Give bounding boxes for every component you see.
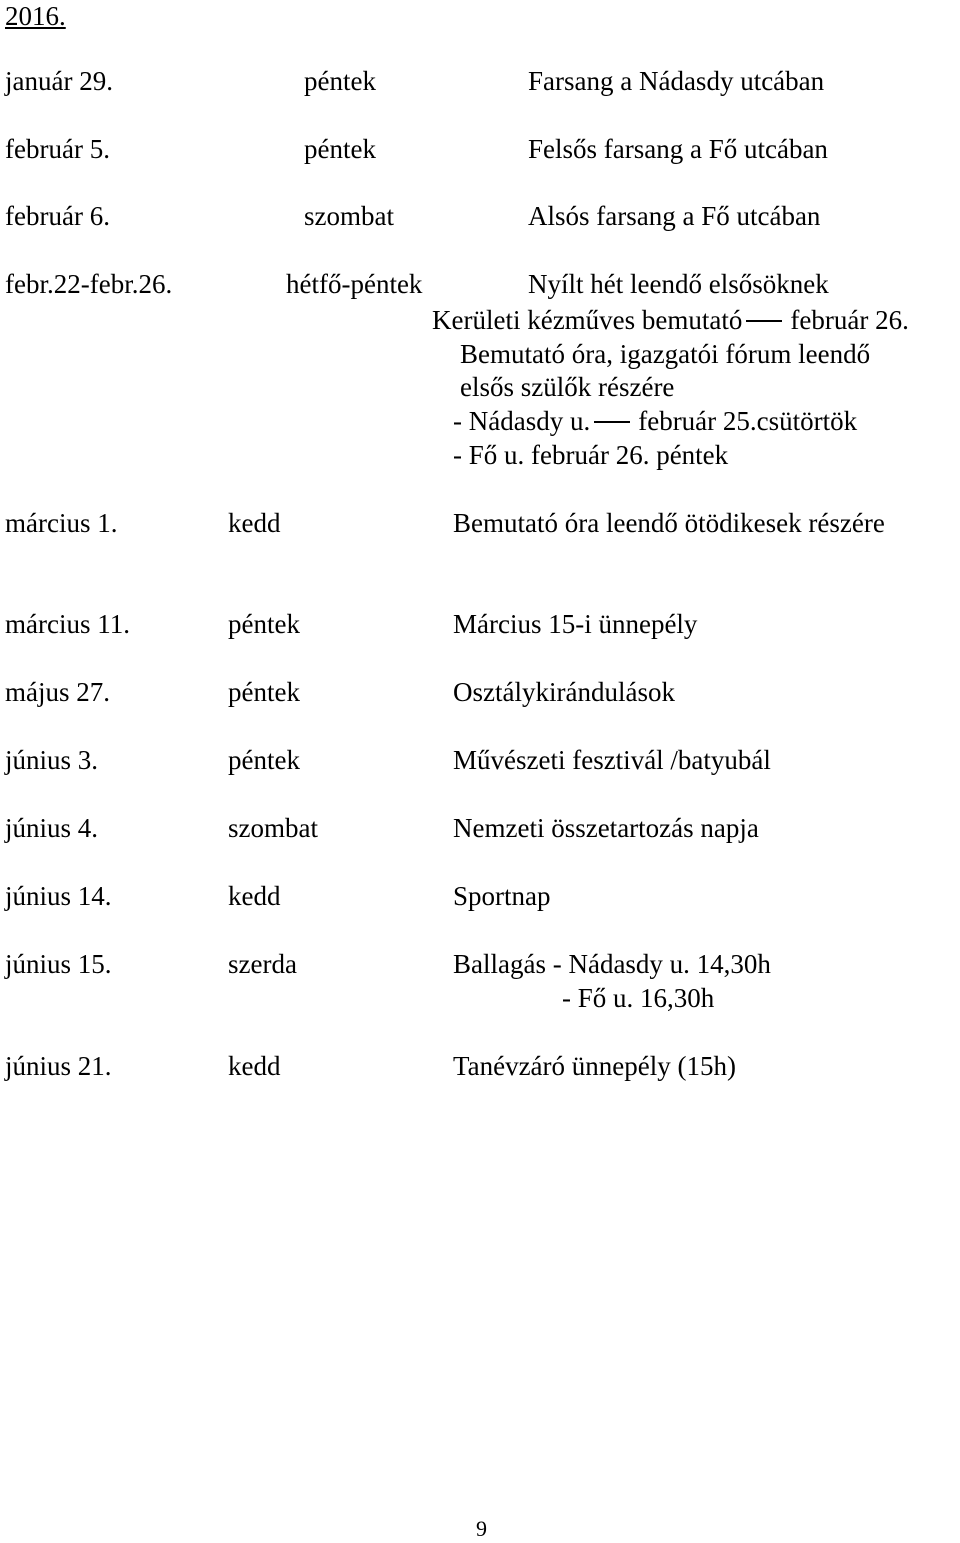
row-day: péntek	[228, 745, 300, 775]
year-heading: 2016.	[5, 1, 66, 31]
row-date: február 5.	[5, 134, 110, 164]
dash-separator	[594, 421, 630, 423]
open-week-detail-date: február 26.	[790, 305, 909, 335]
row-date: május 27.	[5, 677, 110, 707]
row-day: szombat	[304, 201, 394, 231]
row-event: Farsang a Nádasdy utcában	[528, 66, 825, 96]
row-event: Ballagás - Nádasdy u. 14,30h	[453, 949, 771, 979]
row-day: kedd	[228, 881, 281, 911]
row-event: Művészeti fesztivál /batyubál	[453, 745, 771, 775]
row-day: péntek	[228, 609, 300, 639]
open-week-detail-line	[432, 304, 909, 336]
page-number: 9	[476, 1516, 487, 1541]
row-event: Osztálykirándulások	[453, 677, 675, 707]
row-event: Március 15-i ünnepély	[453, 609, 698, 639]
dash-separator	[746, 320, 782, 322]
row-date: június 3.	[5, 745, 99, 775]
row-event-continuation: - Fő u. 16,30h	[562, 983, 715, 1013]
row-date: június 14.	[5, 881, 112, 911]
row-day: kedd	[228, 508, 281, 538]
row-date: március 1.	[5, 508, 118, 538]
open-week-detail-line: elsős szülők részére	[460, 372, 675, 402]
row-day: kedd	[228, 1051, 281, 1081]
row-event: Tanévzáró ünnepély (15h)	[453, 1051, 736, 1081]
row-day: szerda	[228, 949, 297, 979]
row-date: január 29.	[5, 66, 113, 96]
open-week-detail-date: február 25.csütörtök	[638, 406, 858, 436]
row-date: június 21.	[5, 1051, 112, 1081]
row-day: péntek	[304, 66, 376, 96]
row-day: péntek	[304, 134, 376, 164]
row-day: péntek	[228, 677, 300, 707]
open-week-detail-line: - Fő u. február 26. péntek	[453, 440, 729, 470]
row-date: febr.22-febr.26.	[5, 269, 173, 299]
open-week-detail-text: - Nádasdy u.	[453, 406, 591, 436]
row-event: Alsós farsang a Fő utcában	[528, 201, 821, 231]
row-event: Sportnap	[453, 881, 551, 911]
row-day: szombat	[228, 813, 318, 843]
row-event: Bemutató óra leendő ötödikesek részére	[453, 508, 885, 538]
open-week-detail-line: Bemutató óra, igazgatói fórum leendő	[460, 339, 871, 369]
open-week-detail-line	[453, 405, 857, 437]
row-date: március 11.	[5, 609, 130, 639]
row-date: február 6.	[5, 201, 110, 231]
row-event: Nyílt hét leendő elsősöknek	[528, 269, 829, 299]
row-day: hétfő-péntek	[286, 269, 423, 299]
row-event: Nemzeti összetartozás napja	[453, 813, 759, 843]
open-week-detail-text: Kerületi kézműves bemutató	[432, 305, 743, 335]
row-date: június 4.	[5, 813, 99, 843]
row-date: június 15.	[5, 949, 112, 979]
row-event: Felsős farsang a Fő utcában	[528, 134, 828, 164]
